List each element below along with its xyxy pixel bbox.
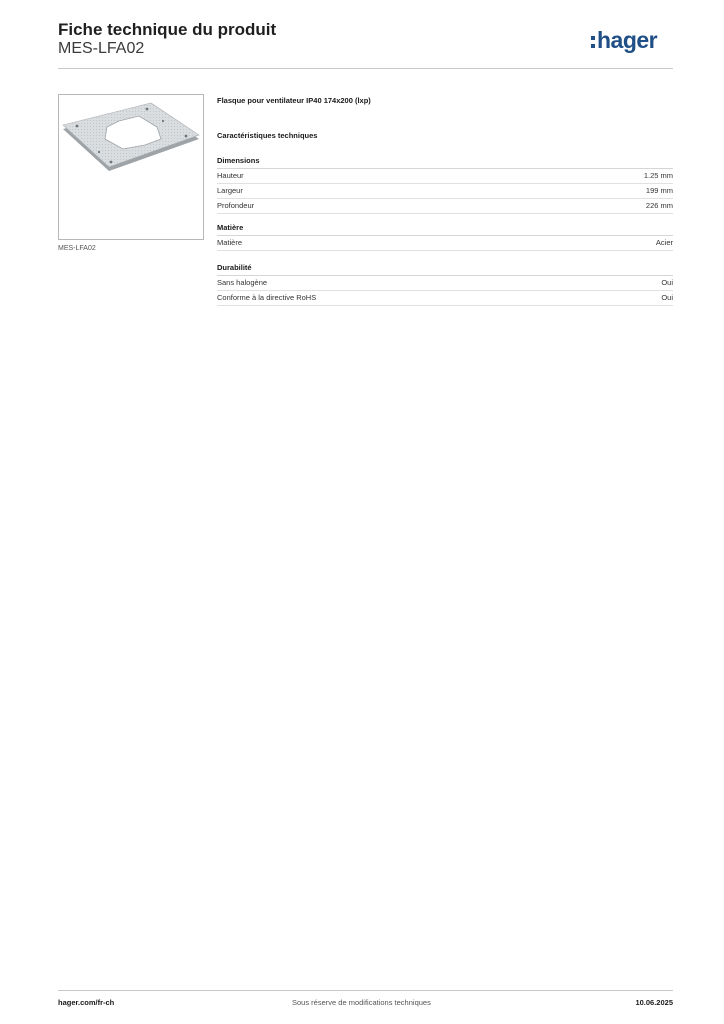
spec-row <box>217 236 673 251</box>
spec-row <box>217 169 673 184</box>
spec-label: Sans halogène <box>217 278 268 287</box>
section-heading: Dimensions <box>217 156 673 169</box>
footer-date: 10.06.2025 <box>635 998 673 1007</box>
product-name: Flasque pour ventilateur IP40 174x200 (lxp) <box>217 96 371 105</box>
spec-label: Conforme à la directive RoHS <box>217 293 317 302</box>
spec-value: 199 mm <box>645 186 673 195</box>
product-image <box>58 94 204 240</box>
spec-row <box>217 184 673 199</box>
spec-row <box>217 276 673 291</box>
spec-value: 226 mm <box>645 201 673 210</box>
spec-value: Acier <box>655 238 673 247</box>
hager-logo <box>591 27 657 54</box>
header-divider <box>58 68 673 69</box>
spec-label: Largeur <box>217 186 243 195</box>
product-reference: MES-LFA02 <box>58 40 145 57</box>
logo-text: hager <box>597 27 658 53</box>
spec-value: Oui <box>661 278 673 287</box>
durability-section <box>217 263 673 306</box>
spec-value: 1.25 mm <box>643 171 673 180</box>
spec-row <box>217 291 673 306</box>
spec-label: Matière <box>217 238 243 247</box>
section-heading: Durabilité <box>217 263 673 276</box>
spec-value: Oui <box>661 293 673 302</box>
spec-row <box>217 199 673 214</box>
logo-dots-icon <box>591 33 595 49</box>
material-section <box>217 223 673 251</box>
footer-notice: Sous réserve de modifications techniques <box>292 998 431 1007</box>
page-title: Fiche technique du produit <box>58 20 277 39</box>
image-caption: MES-LFA02 <box>58 245 96 252</box>
flange-plate-icon <box>59 95 203 239</box>
spec-label: Profondeur <box>217 201 255 210</box>
section-heading: Matière <box>217 223 673 236</box>
footer-divider <box>58 990 673 991</box>
footer-website-link[interactable]: hager.com/fr-ch <box>58 998 115 1007</box>
spec-label: Hauteur <box>217 171 244 180</box>
dimensions-section <box>217 156 673 214</box>
characteristics-title: Caractéristiques techniques <box>217 131 318 140</box>
